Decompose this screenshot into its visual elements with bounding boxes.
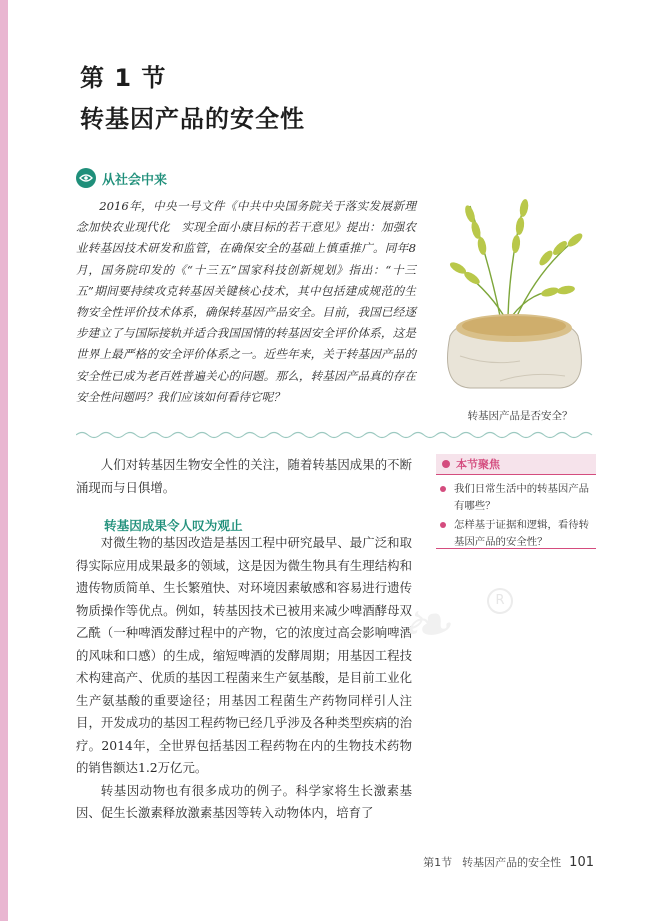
section-number: 第 1 节	[80, 64, 167, 92]
bullet-icon	[440, 522, 446, 528]
rice-sack-illustration	[430, 196, 595, 391]
from-society-text	[76, 196, 416, 408]
wavy-divider	[76, 428, 596, 442]
focus-item-text: 我们日常生活中的转基因产品有哪些？	[454, 483, 590, 512]
from-society-header	[76, 168, 167, 188]
body-paragraph: 转基因动物也有很多成功的例子。科学家将生长激素基因、促生长激素释放激素基因等转入动物体内，培育了	[76, 782, 412, 820]
from-society-paragraph: 2016年，中央一号文件《中共中央国务院关于落实发展新理念加快农业现代化 实现全面小康目标的若干意见》提出：加强农业转基因技术研发和监管，在确保安全的基础上慎重推广。同年8月，国务院印发的《“十三五”国家科技创新规划》指出：“十三五”期间要持续攻克转基因关键核心技术，其中包括建成规范的生物安全性评价技术体系，确保转基因产品安全。目前，我国已经逐步建立了与国际接轨并适合我国国情的转基因安全评价体系，这是世界上最严格的安全评价体系之一。近些年来，关于转基因产品的安全性已成为老百姓普遍关心的问题。那么，转基因产品真的存在安全性问题吗？我们应该如何看待它呢？	[76, 199, 416, 404]
registered-mark-icon: R	[487, 588, 513, 614]
page-footer	[423, 854, 594, 870]
page-edge-strip	[0, 0, 8, 921]
focus-title: 本节聚焦	[456, 458, 500, 471]
section-title: 转基因产品的安全性	[80, 105, 305, 133]
body-paragraph: 对微生物的基因改造是基因工程中研究最早、最广泛和取得实际应用成果最多的领域，这是因为微生物具有生理结构和遗传物质简单、生长繁殖快、对环境因素敏感和容易进行遗传物质操作等优点。例如，转基因技术已被用来减少啤酒酵母双乙酰（一种啤酒发酵过程中的产物，它的浓度过高会影响啤酒的风味和口感）的生成，缩短啤酒的发酵周期；用基因工程技术构建高产、优质的基因工程菌来生产氨基酸，是目前工业化生产氨基酸的重要途径；用基因工程菌生产药物同样引人注目，开发成功的基因工程药物已经几乎涉及各种类型疾病的治疗。2014年，全世界包括基因工程药物在内的生物技术药物的销售额达1.2万亿元。	[76, 535, 412, 775]
main-text	[76, 532, 412, 825]
focus-title-bar	[436, 454, 596, 475]
section-focus-box	[436, 454, 596, 550]
publisher-watermark: ❧	[400, 590, 451, 660]
eye-icon	[76, 168, 96, 188]
page-number: 101	[569, 855, 594, 870]
rice-sack	[448, 314, 582, 388]
from-society-label: 从社会中来	[102, 172, 168, 188]
figure-caption: 转基因产品是否安全？	[467, 410, 573, 422]
intro-paragraph: 人们对转基因生物安全性的关注，随着转基因成果的不断涌现而与日俱增。	[76, 457, 412, 495]
intro-text	[76, 454, 412, 499]
bullet-icon	[440, 486, 446, 492]
focus-item-text: 怎样基于证据和逻辑，看待转基因产品的安全性？	[454, 519, 590, 548]
focus-dot-icon	[442, 460, 450, 468]
footer-title: 转基因产品的安全性	[462, 856, 562, 869]
focus-list	[436, 481, 596, 551]
subsection-title: 转基因成果令人叹为观止	[104, 518, 243, 533]
footer-section: 第1节	[423, 856, 453, 869]
focus-item	[436, 517, 596, 551]
focus-item	[436, 481, 596, 515]
section-heading	[80, 58, 305, 134]
focus-bottom-rule	[436, 548, 596, 549]
